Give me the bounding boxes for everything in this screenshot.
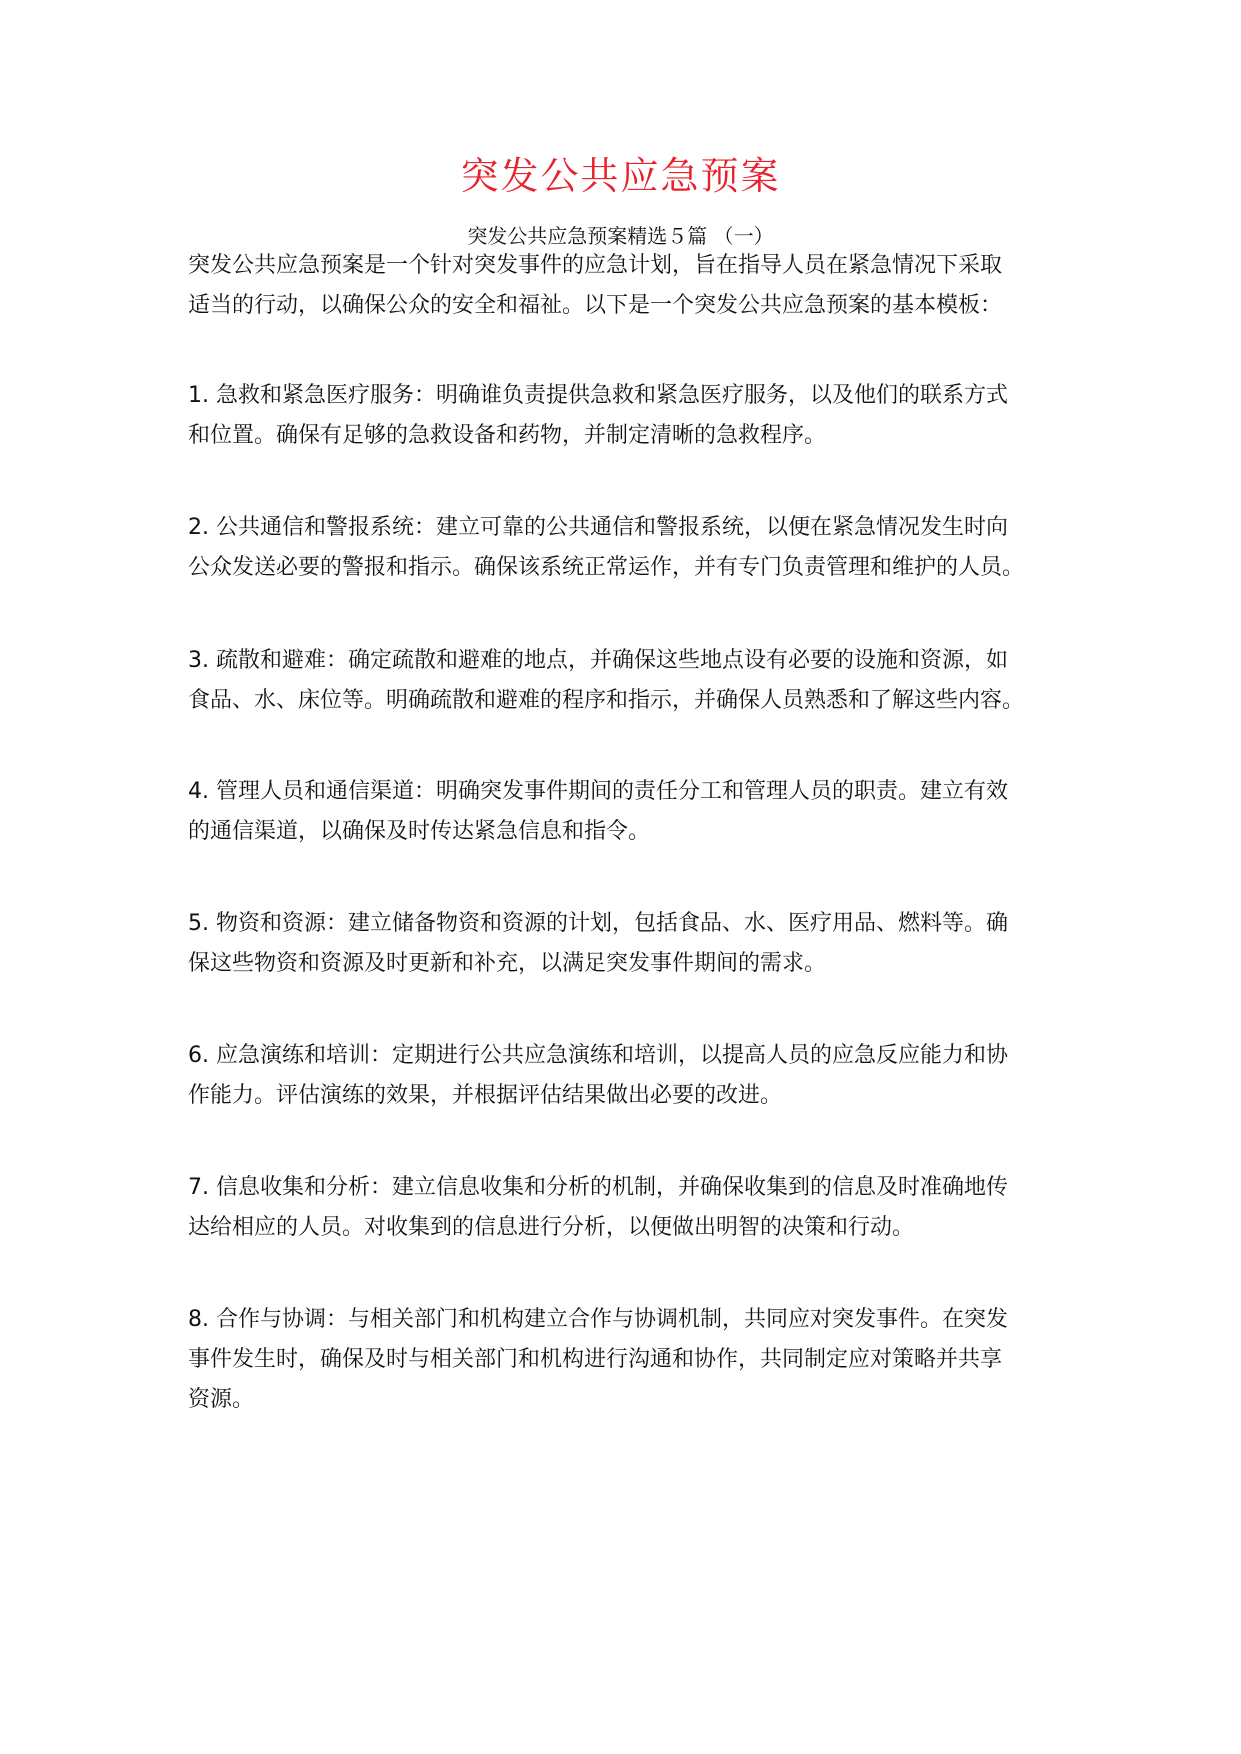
document-subtitle: 突发公共应急预案精选５篇 （一） bbox=[467, 224, 774, 248]
section-5-line-2: 保这些物资和资源及时更新和补充，以满足突发事件期间的需求。 bbox=[188, 951, 827, 976]
section-4-line-2: 的通信渠道，以确保及时传达紧急信息和指令。 bbox=[188, 819, 651, 844]
section-5 bbox=[188, 904, 1068, 984]
section-4-line-1: 4. 管理人员和通信渠道：明确突发事件期间的责任分工和管理人员的职责。建立有效 bbox=[188, 779, 1008, 804]
intro-line-1: 突发公共应急预案是一个针对突发事件的应急计划，旨在指导人员在紧急情况下采取 bbox=[188, 253, 1003, 278]
document-title: 突发公共应急预案 bbox=[460, 154, 781, 198]
section-6-line-1: 6. 应急演练和培训：定期进行公共应急演练和培训，以提高人员的应急反应能力和协 bbox=[188, 1043, 1008, 1068]
section-1-line-1: 1. 急救和紧急医疗服务：明确谁负责提供急救和紧急医疗服务，以及他们的联系方式 bbox=[188, 383, 1008, 408]
intro-paragraph bbox=[188, 246, 1068, 326]
section-7 bbox=[188, 1168, 1068, 1248]
section-6 bbox=[188, 1036, 1068, 1116]
section-3-line-1: 3. 疏散和避难：确定疏散和避难的地点，并确保这些地点设有必要的设施和资源，如 bbox=[188, 648, 1008, 673]
section-5-line-1: 5. 物资和资源：建立储备物资和资源的计划，包括食品、水、医疗用品、燃料等。确 bbox=[188, 911, 1008, 936]
section-8-line-3: 资源。 bbox=[188, 1387, 255, 1412]
section-6-line-2: 作能力。评估演练的效果，并根据评估结果做出必要的改进。 bbox=[188, 1083, 783, 1108]
section-2-line-2: 公众发送必要的警报和指示。确保该系统正常运作，并有专门负责管理和维护的人员。 bbox=[188, 555, 1025, 580]
section-3-line-2: 食品、水、床位等。明确疏散和避难的程序和指示，并确保人员熟悉和了解这些内容。 bbox=[188, 688, 1025, 713]
section-4 bbox=[188, 772, 1068, 852]
section-7-line-1: 7. 信息收集和分析：建立信息收集和分析的机制，并确保收集到的信息及时准确地传 bbox=[188, 1175, 1008, 1200]
intro-line-2: 适当的行动，以确保公众的安全和福祉。以下是一个突发公共应急预案的基本模板： bbox=[188, 293, 1003, 318]
section-8-line-2: 事件发生时，确保及时与相关部门和机构进行沟通和协作，共同制定应对策略并共享 bbox=[188, 1347, 1003, 1372]
section-1 bbox=[188, 376, 1068, 456]
section-8-line-1: 8. 合作与协调：与相关部门和机构建立合作与协调机制，共同应对突发事件。在突发 bbox=[188, 1307, 1008, 1332]
section-7-line-2: 达给相应的人员。对收集到的信息进行分析，以便做出明智的决策和行动。 bbox=[188, 1215, 915, 1240]
section-8 bbox=[188, 1300, 1068, 1420]
section-1-line-2: 和位置。确保有足够的急救设备和药物，并制定清晰的急救程序。 bbox=[188, 423, 827, 448]
section-2-line-1: 2. 公共通信和警报系统：建立可靠的公共通信和警报系统，以便在紧急情况发生时向 bbox=[188, 515, 1008, 540]
section-3 bbox=[188, 641, 1068, 721]
section-2 bbox=[188, 508, 1068, 588]
